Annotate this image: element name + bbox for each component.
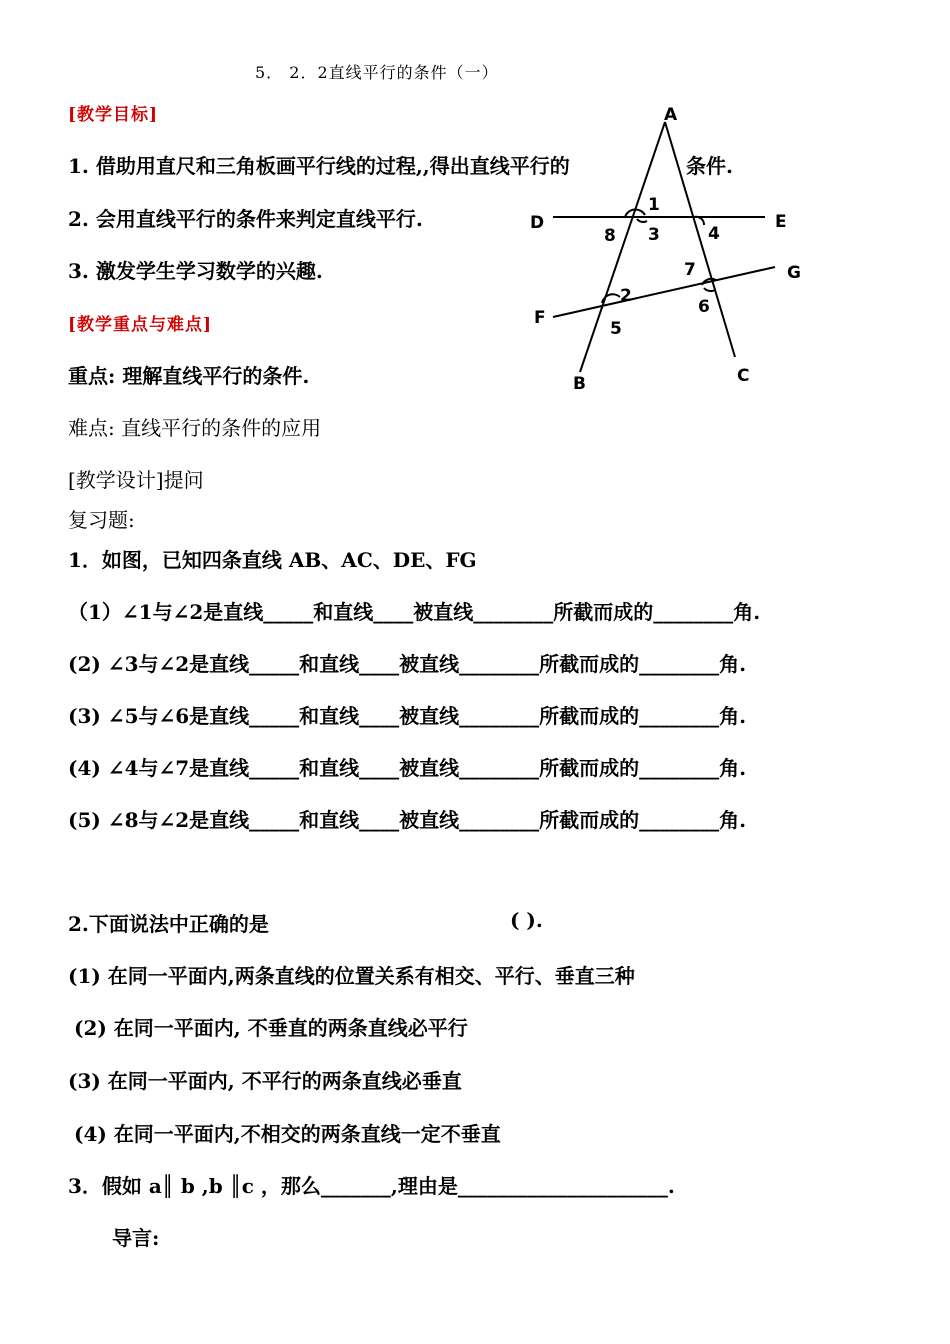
label-angle-2: 2 <box>620 286 632 306</box>
question-1-item-2: (2) ∠3与∠2是直线_____和直线____被直线________所截而成的________角. <box>68 652 747 676</box>
line-ab <box>580 122 665 372</box>
focus-text: 重点: 理解直线平行的条件. <box>68 364 310 388</box>
label-angle-8: 8 <box>604 226 616 246</box>
angle-arc-6 <box>704 288 715 291</box>
objective-item-1: 1. 借助用直尺和三角板画平行线的过程,,得出直线平行的 <box>68 154 570 178</box>
question-3: 3．假如 a║ b ,b ║c ，那么_______,理由是_____________________. <box>68 1174 675 1198</box>
page-title: 5． 2．2直线平行的条件（一） <box>255 63 499 82</box>
label-angle-1: 1 <box>648 195 660 215</box>
question-2-bracket: ( ). <box>510 908 543 932</box>
key-points-header: [教学重点与难点] <box>68 315 213 335</box>
objectives-header: [教学目标] <box>68 105 159 125</box>
question-2-option-3: (3) 在同一平面内, 不平行的两条直线必垂直 <box>68 1069 462 1093</box>
label-angle-7: 7 <box>684 260 696 280</box>
question-2-option-4: (4) 在同一平面内,不相交的两条直线一定不垂直 <box>74 1122 501 1146</box>
question-1-item-3: (3) ∠5与∠6是直线_____和直线____被直线________所截而成的________角. <box>68 704 747 728</box>
label-c: C <box>737 366 750 386</box>
question-1: 1．如图，已知四条直线 AB、AC、DE、FG <box>68 548 477 572</box>
question-1-item-4: (4) ∠4与∠7是直线_____和直线____被直线________所截而成的________角. <box>68 756 747 780</box>
question-1-item-5: (5) ∠8与∠2是直线_____和直线____被直线________所截而成的________角. <box>68 808 747 832</box>
label-f: F <box>534 308 546 328</box>
label-angle-3: 3 <box>648 225 660 245</box>
question-2-option-1: (1) 在同一平面内,两条直线的位置关系有相交、平行、垂直三种 <box>68 964 635 988</box>
question-2-option-2: (2) 在同一平面内, 不垂直的两条直线必平行 <box>74 1016 468 1040</box>
angle-arc-3 <box>637 219 647 222</box>
label-a: A <box>664 105 678 125</box>
review-label: 复习题: <box>68 508 135 532</box>
label-angle-5: 5 <box>610 319 622 339</box>
label-b: B <box>573 374 586 394</box>
difficulty-text: 难点: 直线平行的条件的应用 <box>68 416 322 440</box>
question-2: 2.下面说法中正确的是 <box>68 912 269 936</box>
label-g: G <box>787 263 801 283</box>
intro-label: 导言: <box>112 1226 160 1250</box>
label-angle-4: 4 <box>708 224 720 244</box>
label-d: D <box>530 213 545 233</box>
objective-item-2: 2. 会用直线平行的条件来判定直线平行. <box>68 207 423 231</box>
line-ac <box>665 122 735 357</box>
geometry-figure <box>520 100 810 400</box>
design-text: [教学设计]提问 <box>68 468 204 492</box>
objective-item-1-tail: 条件. <box>686 154 733 178</box>
objective-item-3: 3. 激发学生学习数学的兴趣. <box>68 259 323 283</box>
label-e: E <box>775 212 787 232</box>
line-fg <box>553 267 775 317</box>
label-angle-6: 6 <box>698 297 710 317</box>
question-1-item-1: （1）∠1与∠2是直线_____和直线____被直线________所截而成的________角. <box>68 600 761 624</box>
